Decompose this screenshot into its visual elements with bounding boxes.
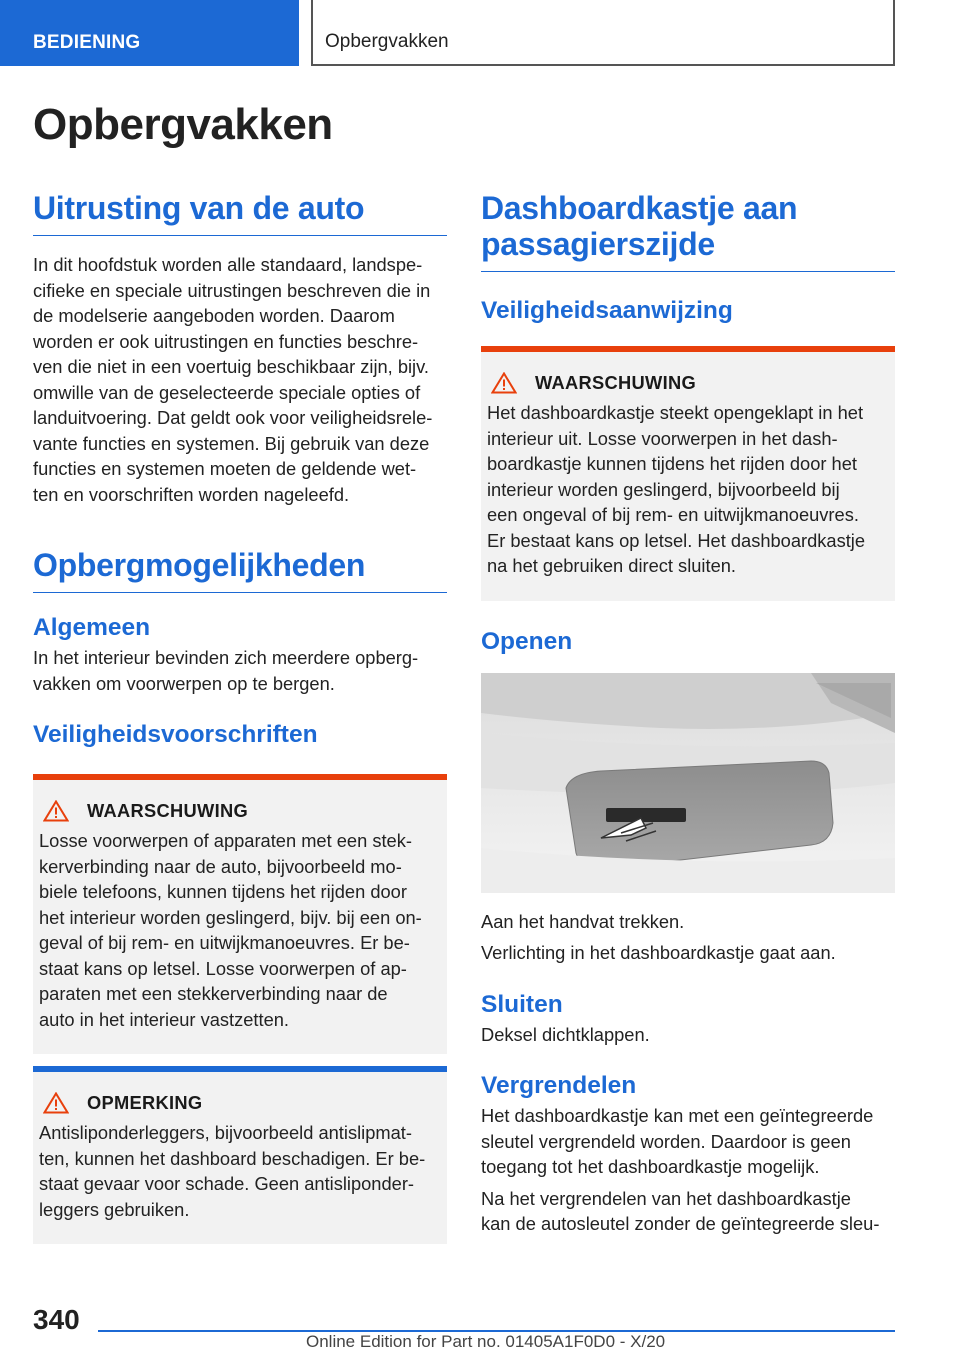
page-title: Opbergvakken	[33, 100, 333, 149]
note-title: OPMERKING	[87, 1092, 203, 1113]
page-number: 340	[33, 1304, 80, 1335]
heading-openen: Openen	[481, 627, 573, 655]
warning-title: WAARSCHUWING	[87, 800, 249, 821]
paragraph-algemeen: In het interieur bevinden zich meerdere opberg- vakken om voorwerpen op te bergen.	[33, 647, 419, 694]
heading-algemeen: Algemeen	[33, 614, 151, 641]
note-text: Antisliponderleggers, bijvoorbeeld antislipmat- ten, kunnen het dashboard beschadigen. Er be- staat gevaar voor schade. Geen antisliponder- leggers gebruiken.	[39, 1122, 426, 1220]
right-column	[481, 190, 895, 1237]
page-footer	[0, 1290, 960, 1362]
paragraph-vergrendelen-1: Het dashboardkastje kan met een geïntegreerde sleutel vergrendeld worden. Daardoor is geen toegang tot het dashboardkastje mogelijk.	[481, 1105, 874, 1177]
page-header	[0, 0, 960, 66]
note-box	[33, 1066, 447, 1244]
warning-triangle-icon	[491, 372, 517, 394]
paragraph-uitrusting: In dit hoofdstuk worden alle standaard, landspe- cifieke en speciale uitrustingen beschreven die in de modelserie aangeboden worden. Daarom worden er ook uitrustingen en functies beschre- ven die niet in een voertuig beschikbaar zijn, bijv. omwille van de geselecteerde speciale opties of landuitvoering. Dat geldt ook voor veiligheidsrele- vante functies en systemen. Bij gebruik van deze functies en systemen moeten de geldende wet- ten en voorschriften worden nageleefd.	[33, 254, 433, 505]
warning-title-right: WAARSCHUWING	[535, 372, 697, 393]
glovebox-illustration	[481, 673, 895, 893]
warning-text-right: Het dashboardkastje steekt opengeklapt in het interieur uit. Losse voorwerpen in het dash- boardkastje kunnen tijdens het rijden door het interieur worden geslingerd, bijvoorbeeld bij een ongeval of bij rem- en uitwijkmanoeuvres. Er bestaat kans op letsel. Het dashboardkastje na het gebruiken direct sluiten.	[487, 402, 866, 576]
warning-box	[33, 774, 447, 1054]
glovebox-image	[481, 673, 895, 893]
paragraph-openen-1: Aan het handvat trekken.	[481, 910, 685, 932]
left-column	[33, 190, 447, 1244]
warning-text: Losse voorwerpen of apparaten met een stek- kerverbinding naar de auto, bijvoorbeeld mo- biele telefoons, kunnen tijdens het rijden door het interieur worden geslingerd, bijv. bij een on- geval of bij rem- en uitwijkmanoeuvres. Er be- staat kans op letsel. Losse voorwerpen of ap- paraten met een stekkerverbinding naar de auto in het interieur vastzetten.	[39, 830, 422, 1030]
paragraph-sluiten: Deksel dichtklappen.	[481, 1023, 650, 1045]
heading-sluiten: Sluiten	[481, 990, 563, 1018]
heading-dashboardkastje: Dashboardkastje aan passagierszijde	[481, 190, 895, 272]
section-tab: BEDIENING	[0, 0, 299, 66]
chapter-tab: Opbergvakken	[311, 0, 895, 66]
heading-veiligheidsaanwijzing: Veiligheidsaanwijzing	[481, 297, 733, 324]
heading-uitrusting: Uitrusting van de auto	[33, 190, 447, 236]
paragraph-vergrendelen-2: Na het vergrendelen van het dashboardkastje kan de autosleutel zonder de geïntegreerde sleu-	[481, 1187, 880, 1234]
warning-triangle-icon	[43, 800, 69, 822]
warning-box-right	[481, 346, 895, 601]
heading-vergrendelen: Vergrendelen	[481, 1072, 637, 1099]
paragraph-openen-2: Verlichting in het dashboardkastje gaat aan.	[481, 942, 836, 963]
edition-text: Online Edition for Part no. 01405A1F0D0 - X/20	[306, 1332, 666, 1351]
warning-triangle-icon	[43, 1092, 69, 1114]
heading-veiligheidsvoorschriften: Veiligheidsvoorschriften	[33, 721, 318, 748]
heading-opbergmogelijkheden: Opbergmogelijkheden	[33, 547, 447, 593]
